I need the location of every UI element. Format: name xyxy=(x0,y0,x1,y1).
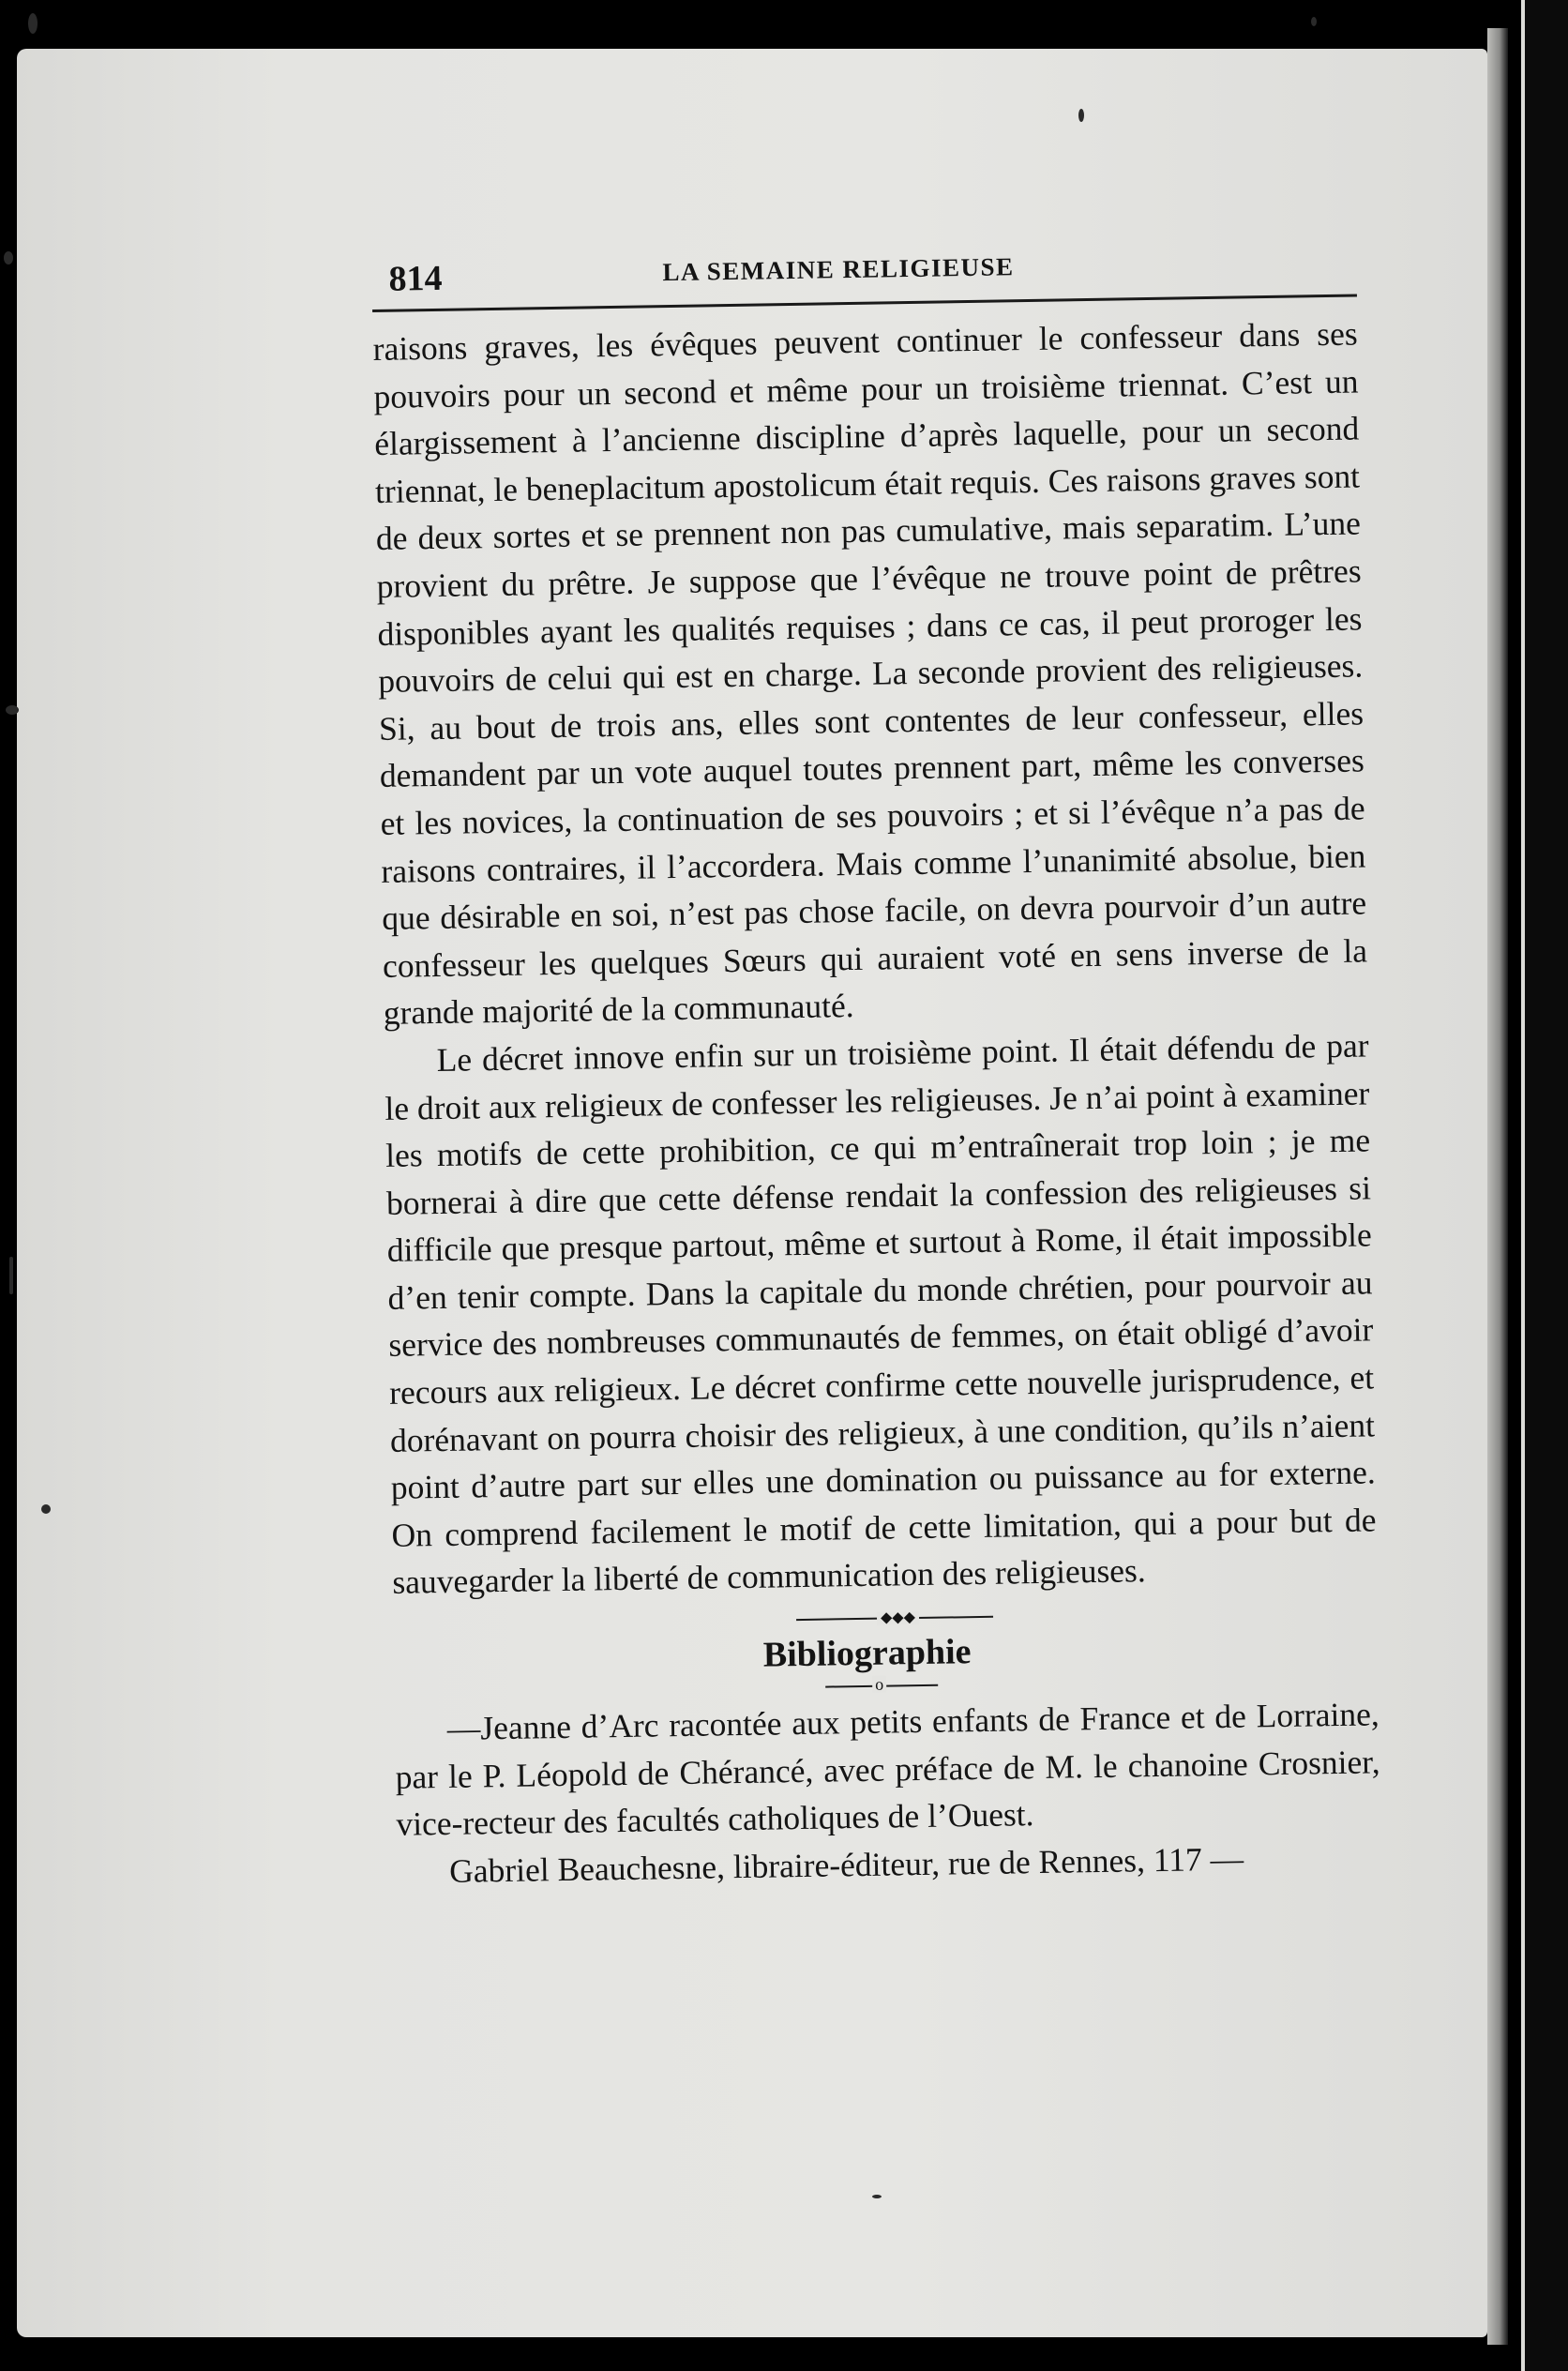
bibliography-section xyxy=(394,1690,1381,1895)
bibliography-entry: —Jeanne d’Arc racontée aux petits enfants de France et de Lorraine, par le P. Léopold de Chérancé, avec préface de M. le chanoine Crosnier, vice-recteur des facultés catholiques de l’Ouest. xyxy=(395,1695,1380,1844)
bibliography-heading: Bibliographie xyxy=(762,1632,972,1675)
publisher-line: Gabriel Beauchesne, libraire-éditeur, rue de Rennes, 117 — xyxy=(448,1839,1244,1890)
page-edge-shadow xyxy=(1487,28,1508,2345)
adjacent-page-edge xyxy=(1521,0,1568,2371)
printed-page xyxy=(371,231,1382,1896)
heading-rule: o xyxy=(825,1677,938,1694)
page-number: 814 xyxy=(388,258,443,299)
paragraph-2: Le décret innove enfin sur un troisième point. Il était défendu de par le droit aux religieux de confesser les religieuses. Je n’ai point à examiner les motifs de cette prohibition, ce qui m’entraînerait trop loin ; je me bornerai à dire que cette défense rendait la confession des religieuses si difficile que presque partout, même et surtout à Rome, il était impossible d’en tenir compte. Dans la capitale du monde chrétien, pour pourvoir au service des nombreuses communautés de femmes, on était obligé d’avoir recours aux religieux. Le décret confirme cette nouvelle jurisprudence, et dorénavant on pourra choisir des religieux, à une condition, qu’ils n’aient point d’autre part sur elles une domination ou puissance au for externe. On comprend facilement le motif de cette limitation, qui a pour but de sauvegarder la liberté de communication des religieuses. xyxy=(384,1026,1377,1602)
paragraph-1: raisons graves, les évêques peuvent continuer le confesseur dans ses pouvoirs pour un second et même pour un troisième triennat. C’est un élargissement à l’ancienne discipline d’après laquelle, pour un second triennat, le beneplacitum apostolicum était requis. Ces raisons graves sont de deux sortes et se prennent non pas cumulative, mais separatim. L’une provient du prêtre. Je suppose que l’évêque ne trouve point de prêtres disponibles ayant les qualités requises ; dans ce cas, il peut proroger les pouvoirs de celui qui est en charge. La seconde provient des religieuses. Si, au bout de trois ans, elles sont contentes de leur confesseur, elles demandent par un vote auquel toutes prennent part, même les converses et les novices, la continuation de ses pouvoirs ; et si l’évêque n’a pas de raisons contraires, il l’accordera. Mais comme l’unanimité absolue, bien que désirable en soi, n’est pas chose facile, on devra pourvoir d’un autre confesseur les quelques Sœurs qui auraient voté en sens inverse de la grande majorité de la communauté. xyxy=(372,314,1368,1033)
journal-title: LA SEMAINE RELIGIEUSE xyxy=(662,252,1015,287)
article-body xyxy=(372,310,1377,1606)
running-head xyxy=(371,231,1357,312)
ornamental-divider: ◆◆◆ xyxy=(796,1610,993,1626)
